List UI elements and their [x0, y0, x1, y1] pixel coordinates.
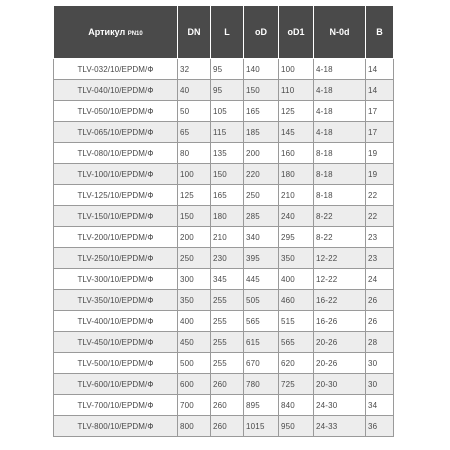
cell-l: 260	[211, 395, 244, 416]
cell-n-od: 16-26	[314, 311, 366, 332]
cell-od: 250	[244, 185, 279, 206]
cell-b: 19	[366, 164, 394, 185]
table-row	[54, 59, 394, 80]
table-row	[54, 143, 394, 164]
cell-l: 255	[211, 290, 244, 311]
table-row	[54, 353, 394, 374]
cell-b: 17	[366, 101, 394, 122]
cell-b: 34	[366, 395, 394, 416]
cell-od1: 180	[279, 164, 314, 185]
cell-b: 22	[366, 206, 394, 227]
cell-od: 670	[244, 353, 279, 374]
cell-article: TLV-700/10/EPDM/Ф	[54, 395, 178, 416]
header-n-od: N-0d	[314, 6, 366, 59]
cell-dn: 32	[178, 59, 211, 80]
cell-b: 23	[366, 248, 394, 269]
table-row	[54, 395, 394, 416]
cell-od1: 110	[279, 80, 314, 101]
cell-od1: 515	[279, 311, 314, 332]
cell-n-od: 24-30	[314, 395, 366, 416]
header-pn-label: PN10	[127, 31, 143, 37]
cell-dn: 100	[178, 164, 211, 185]
cell-article: TLV-100/10/EPDM/Ф	[54, 164, 178, 185]
cell-article: TLV-065/10/EPDM/Ф	[54, 122, 178, 143]
cell-article: TLV-300/10/EPDM/Ф	[54, 269, 178, 290]
cell-od: 140	[244, 59, 279, 80]
header-od1: oD1	[279, 6, 314, 59]
cell-n-od: 16-22	[314, 290, 366, 311]
table-body	[54, 59, 394, 437]
cell-od: 895	[244, 395, 279, 416]
cell-n-od: 20-26	[314, 332, 366, 353]
cell-od1: 295	[279, 227, 314, 248]
cell-n-od: 4-18	[314, 101, 366, 122]
cell-od1: 350	[279, 248, 314, 269]
cell-od1: 620	[279, 353, 314, 374]
cell-l: 260	[211, 374, 244, 395]
cell-article: TLV-600/10/EPDM/Ф	[54, 374, 178, 395]
header-od: oD	[244, 6, 279, 59]
cell-b: 30	[366, 374, 394, 395]
cell-dn: 125	[178, 185, 211, 206]
cell-article: TLV-400/10/EPDM/Ф	[54, 311, 178, 332]
cell-l: 260	[211, 416, 244, 437]
header-dn: DN	[178, 6, 211, 59]
table-row	[54, 227, 394, 248]
cell-b: 26	[366, 311, 394, 332]
table-row	[54, 122, 394, 143]
table-row	[54, 248, 394, 269]
cell-od: 285	[244, 206, 279, 227]
cell-dn: 50	[178, 101, 211, 122]
cell-l: 210	[211, 227, 244, 248]
header-article	[54, 6, 178, 59]
cell-od: 150	[244, 80, 279, 101]
cell-od: 565	[244, 311, 279, 332]
cell-b: 22	[366, 185, 394, 206]
cell-od1: 160	[279, 143, 314, 164]
cell-article: TLV-350/10/EPDM/Ф	[54, 290, 178, 311]
cell-n-od: 8-22	[314, 227, 366, 248]
cell-l: 135	[211, 143, 244, 164]
cell-l: 105	[211, 101, 244, 122]
cell-od1: 125	[279, 101, 314, 122]
cell-dn: 200	[178, 227, 211, 248]
cell-n-od: 24-33	[314, 416, 366, 437]
cell-dn: 400	[178, 311, 211, 332]
cell-od: 1015	[244, 416, 279, 437]
header-article-label: Артикул	[88, 27, 126, 37]
cell-dn: 40	[178, 80, 211, 101]
cell-od: 445	[244, 269, 279, 290]
cell-od: 615	[244, 332, 279, 353]
cell-dn: 450	[178, 332, 211, 353]
cell-od: 505	[244, 290, 279, 311]
cell-od1: 950	[279, 416, 314, 437]
cell-article: TLV-040/10/EPDM/Ф	[54, 80, 178, 101]
cell-od1: 400	[279, 269, 314, 290]
cell-l: 255	[211, 353, 244, 374]
cell-od: 185	[244, 122, 279, 143]
cell-b: 24	[366, 269, 394, 290]
cell-article: TLV-080/10/EPDM/Ф	[54, 143, 178, 164]
cell-dn: 300	[178, 269, 211, 290]
table-row	[54, 269, 394, 290]
cell-article: TLV-200/10/EPDM/Ф	[54, 227, 178, 248]
cell-dn: 350	[178, 290, 211, 311]
cell-od: 220	[244, 164, 279, 185]
cell-od1: 100	[279, 59, 314, 80]
cell-l: 255	[211, 332, 244, 353]
cell-n-od: 12-22	[314, 269, 366, 290]
cell-article: TLV-500/10/EPDM/Ф	[54, 353, 178, 374]
cell-article: TLV-250/10/EPDM/Ф	[54, 248, 178, 269]
cell-od1: 460	[279, 290, 314, 311]
cell-article: TLV-450/10/EPDM/Ф	[54, 332, 178, 353]
cell-n-od: 8-18	[314, 164, 366, 185]
cell-b: 23	[366, 227, 394, 248]
cell-od1: 145	[279, 122, 314, 143]
cell-dn: 65	[178, 122, 211, 143]
cell-od1: 565	[279, 332, 314, 353]
table-header	[54, 6, 394, 59]
cell-n-od: 4-18	[314, 122, 366, 143]
cell-n-od: 20-30	[314, 374, 366, 395]
cell-l: 95	[211, 80, 244, 101]
cell-article: TLV-050/10/EPDM/Ф	[54, 101, 178, 122]
cell-l: 165	[211, 185, 244, 206]
cell-dn: 80	[178, 143, 211, 164]
cell-n-od: 4-18	[314, 80, 366, 101]
header-b: B	[366, 6, 394, 59]
table-row	[54, 416, 394, 437]
cell-b: 30	[366, 353, 394, 374]
table-row	[54, 101, 394, 122]
cell-b: 14	[366, 80, 394, 101]
cell-article: TLV-150/10/EPDM/Ф	[54, 206, 178, 227]
cell-article: TLV-125/10/EPDM/Ф	[54, 185, 178, 206]
cell-article: TLV-032/10/EPDM/Ф	[54, 59, 178, 80]
header-l: L	[211, 6, 244, 59]
cell-dn: 150	[178, 206, 211, 227]
cell-b: 19	[366, 143, 394, 164]
cell-od1: 725	[279, 374, 314, 395]
cell-b: 28	[366, 332, 394, 353]
cell-od1: 210	[279, 185, 314, 206]
cell-l: 255	[211, 311, 244, 332]
cell-n-od: 20-26	[314, 353, 366, 374]
table-row	[54, 206, 394, 227]
cell-l: 95	[211, 59, 244, 80]
cell-article: TLV-800/10/EPDM/Ф	[54, 416, 178, 437]
cell-dn: 600	[178, 374, 211, 395]
cell-l: 345	[211, 269, 244, 290]
table-row	[54, 290, 394, 311]
cell-dn: 800	[178, 416, 211, 437]
cell-n-od: 8-18	[314, 143, 366, 164]
cell-l: 150	[211, 164, 244, 185]
cell-od: 165	[244, 101, 279, 122]
cell-dn: 500	[178, 353, 211, 374]
cell-l: 115	[211, 122, 244, 143]
cell-n-od: 12-22	[314, 248, 366, 269]
cell-l: 180	[211, 206, 244, 227]
header-row	[54, 6, 394, 59]
spec-table	[53, 5, 394, 437]
cell-b: 26	[366, 290, 394, 311]
table-row	[54, 332, 394, 353]
cell-b: 36	[366, 416, 394, 437]
table-row	[54, 80, 394, 101]
cell-l: 230	[211, 248, 244, 269]
cell-od1: 840	[279, 395, 314, 416]
cell-od: 200	[244, 143, 279, 164]
table-row	[54, 374, 394, 395]
table-row	[54, 185, 394, 206]
cell-b: 17	[366, 122, 394, 143]
cell-b: 14	[366, 59, 394, 80]
cell-od: 780	[244, 374, 279, 395]
cell-od: 395	[244, 248, 279, 269]
cell-od1: 240	[279, 206, 314, 227]
table-row	[54, 164, 394, 185]
cell-dn: 700	[178, 395, 211, 416]
table-row	[54, 311, 394, 332]
cell-n-od: 4-18	[314, 59, 366, 80]
cell-dn: 250	[178, 248, 211, 269]
cell-od: 340	[244, 227, 279, 248]
cell-n-od: 8-22	[314, 206, 366, 227]
cell-n-od: 8-18	[314, 185, 366, 206]
